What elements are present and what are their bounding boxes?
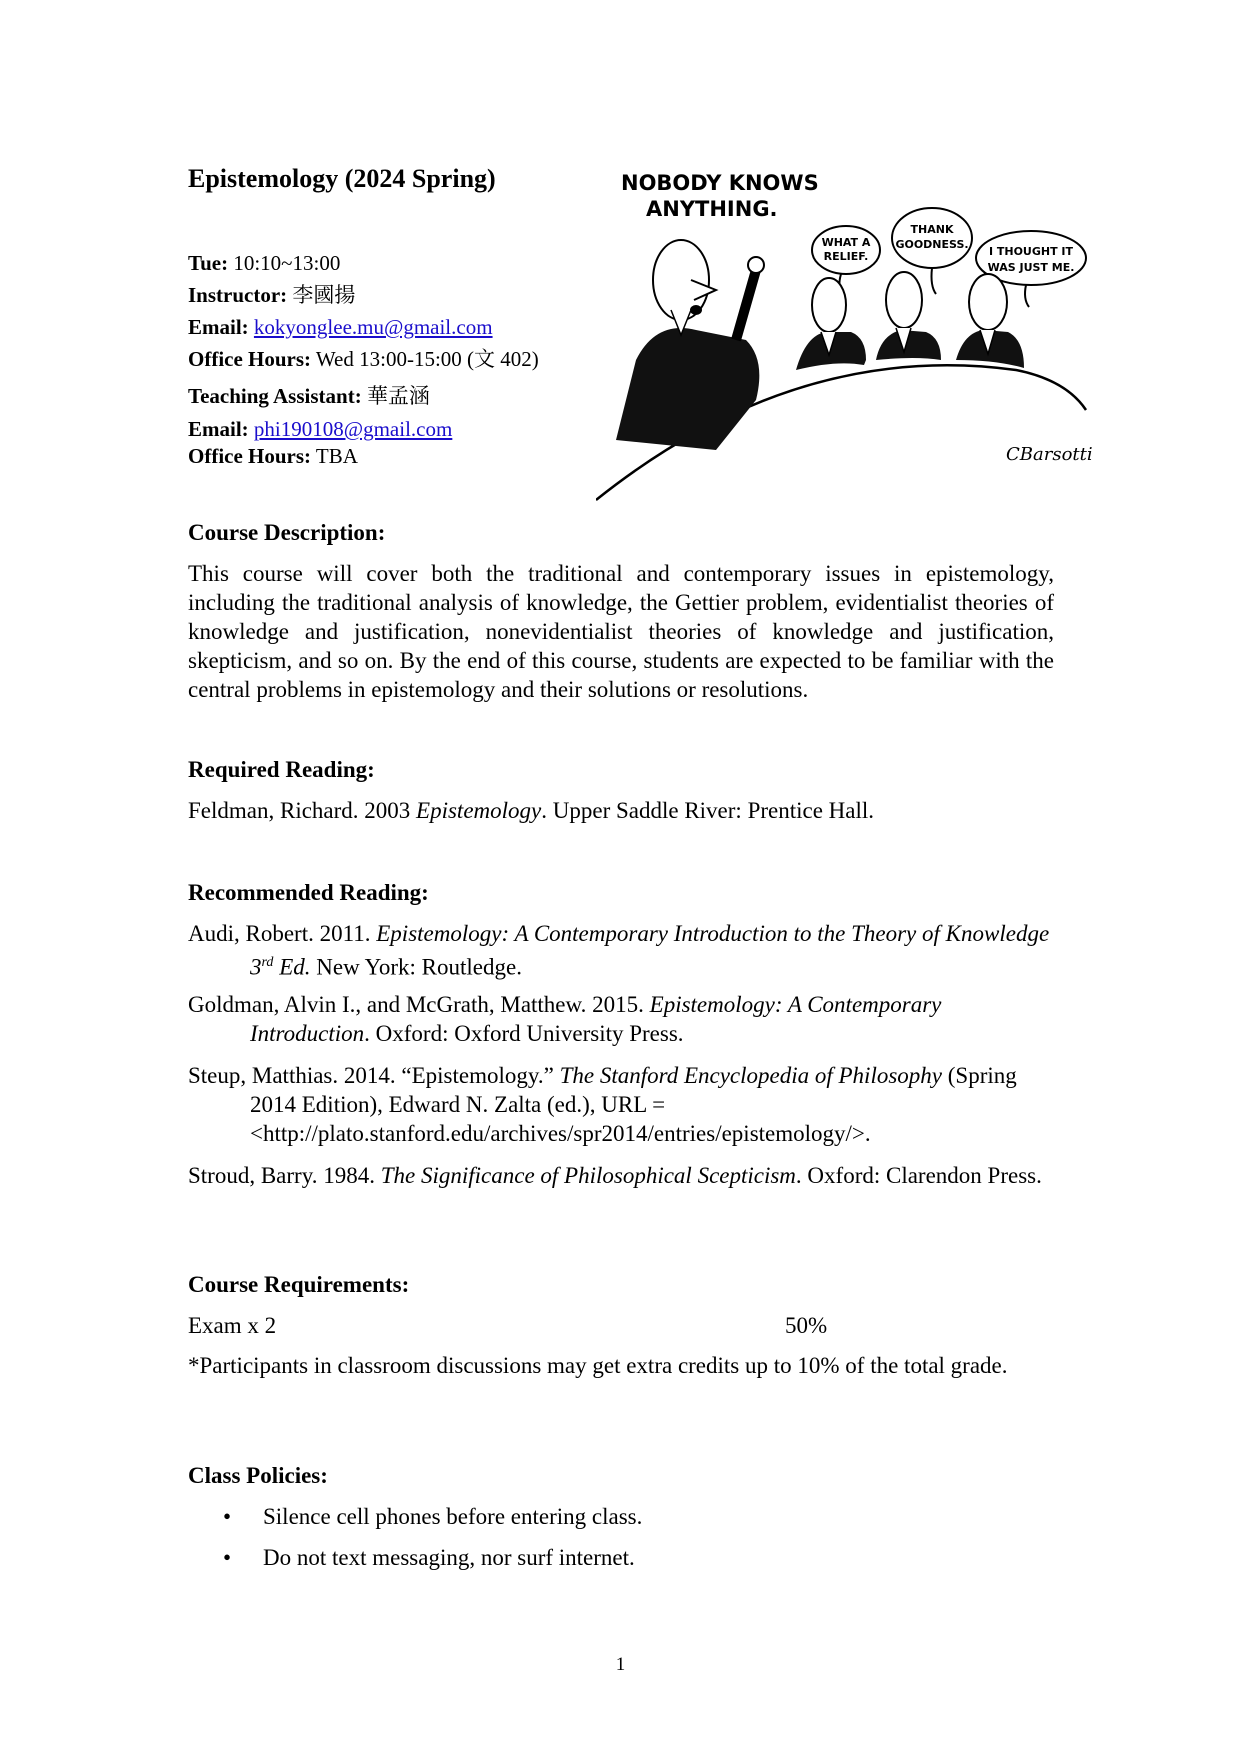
instructor-hours-label: Office Hours:: [188, 347, 312, 371]
course-description-text: This course will cover both the traditional and contemporary issues in epistemology, including the traditional analysis of knowledge, the Gettier problem, evidentialist theories of knowledge and justification, nonevidentialist theories of knowledge and justification, skepticism, and so on. By the end of this course, students are expected to be familiar with the central problems in epistemology and their solutions or resolutions.: [188, 561, 1054, 702]
ref4-title: The Significance of Philosophical Scepticism: [380, 1163, 796, 1188]
ref1-title: Epistemology: A Contemporary Introduction to the Theory of Knowledge 3: [250, 921, 1050, 980]
recommended-reading-item: [188, 1161, 1054, 1190]
ref4-author: Stroud, Barry. 1984.: [188, 1163, 381, 1188]
ref3-title: The Stanford Encyclopedia of Philosophy: [559, 1063, 942, 1088]
schedule-label: Tue:: [188, 251, 229, 275]
recommended-reading-item: [188, 990, 1054, 1048]
required-reading-pre: Feldman, Richard. 2003: [188, 798, 417, 823]
ta-hours-value: TBA: [315, 444, 358, 468]
ta-name: 華孟涵: [366, 384, 430, 408]
listener-figure-1: [796, 278, 866, 370]
course-description-heading: Course Description:: [188, 520, 386, 545]
recommended-reading-item: [188, 1061, 1054, 1148]
ref2-author: Goldman, Alvin I., and McGrath, Matthew. 2015.: [188, 992, 650, 1017]
ref4-publisher: . Oxford: Clarendon Press.: [795, 1163, 1042, 1188]
bubble1-line1: WHAT A: [821, 236, 871, 249]
ref1-title-suffix: Ed.: [273, 954, 311, 980]
required-reading-title: Epistemology: [416, 798, 542, 823]
required-reading-post: . Upper Saddle River: Prentice Hall.: [541, 798, 875, 823]
instructor-email-label: Email:: [188, 315, 249, 339]
ta-email-line: [188, 416, 452, 442]
ta-label: Teaching Assistant:: [188, 384, 362, 408]
bubble1-line2: RELIEF.: [823, 250, 869, 263]
cartoon-caption-line1: NOBODY KNOWS: [621, 171, 819, 195]
policy-item: [223, 1543, 635, 1572]
bullet-icon: •: [223, 1545, 232, 1570]
listener-figure-2: [876, 272, 941, 360]
policy-text: Do not text messaging, nor surf internet.: [263, 1545, 635, 1570]
ref3-publisher: (Spring 2014 Edition), Edward N. Zalta (ed.), URL = <http://plato.stanford.edu/archives/spr2014/entries/epistemology/>.: [250, 1063, 1017, 1146]
requirement-note: *Participants in classroom discussions may get extra credits up to 10% of the total grade.: [188, 1353, 1008, 1378]
cartoon-illustration: [596, 160, 1096, 505]
ta-hours-label: Office Hours:: [188, 444, 312, 468]
policy-item: [223, 1502, 642, 1531]
requirement-item: Exam x 2: [188, 1313, 277, 1338]
instructor-hours-line: [188, 346, 539, 372]
class-policies-heading: Class Policies:: [188, 1463, 328, 1488]
cartoon-signature: CBarsotti: [1006, 444, 1093, 465]
page-title: Epistemology (2024 Spring): [188, 164, 496, 193]
instructor-email-line: [188, 314, 493, 340]
ref1-sup: rd: [261, 955, 274, 970]
required-reading-heading: Required Reading:: [188, 757, 375, 782]
instructor-email-link[interactable]: kokyonglee.mu@gmail.com: [253, 315, 493, 339]
recommended-reading-item: [188, 919, 1054, 982]
instructor-hours-value: Wed 13:00-15:00 (文 402): [315, 347, 539, 371]
ta-email-label: Email:: [188, 417, 249, 441]
bullet-icon: •: [223, 1504, 232, 1529]
bubble2-line2: GOODNESS.: [895, 238, 969, 251]
page-number: 1: [615, 1654, 626, 1675]
cartoon-caption-line2: ANYTHING.: [646, 197, 778, 221]
schedule-value: 10:10~13:00: [233, 251, 341, 275]
policy-text: Silence cell phones before entering class.: [263, 1504, 643, 1529]
course-requirements-heading: Course Requirements:: [188, 1272, 410, 1297]
bubble2-line1: THANK: [910, 223, 954, 236]
instructor-label: Instructor:: [188, 283, 288, 307]
bubble3-line2: WAS JUST ME.: [987, 261, 1075, 274]
ref2-title: Epistemology: A Contemporary Introduction: [250, 992, 942, 1046]
ta-email-link[interactable]: phi190108@gmail.com: [253, 417, 453, 441]
ref1-publisher: New York: Routledge.: [310, 954, 522, 980]
speaker-figure: [616, 240, 764, 450]
ref1-author: Audi, Robert. 2011.: [188, 921, 377, 946]
schedule-line: [188, 250, 340, 276]
instructor-name: 李國揚: [292, 283, 356, 307]
listener-figure-3: [956, 274, 1024, 368]
required-reading-item: [188, 796, 1054, 825]
ta-line: [188, 383, 430, 409]
instructor-line: [188, 282, 355, 308]
ref3-author: Steup, Matthias. 2014. “Epistemology.”: [188, 1063, 560, 1088]
ta-hours-line: [188, 443, 358, 469]
requirement-weight: 50%: [785, 1313, 828, 1338]
recommended-reading-heading: Recommended Reading:: [188, 880, 429, 905]
bubble3-line1: I THOUGHT IT: [988, 245, 1074, 258]
ref2-publisher: . Oxford: Oxford University Press.: [364, 1021, 684, 1046]
